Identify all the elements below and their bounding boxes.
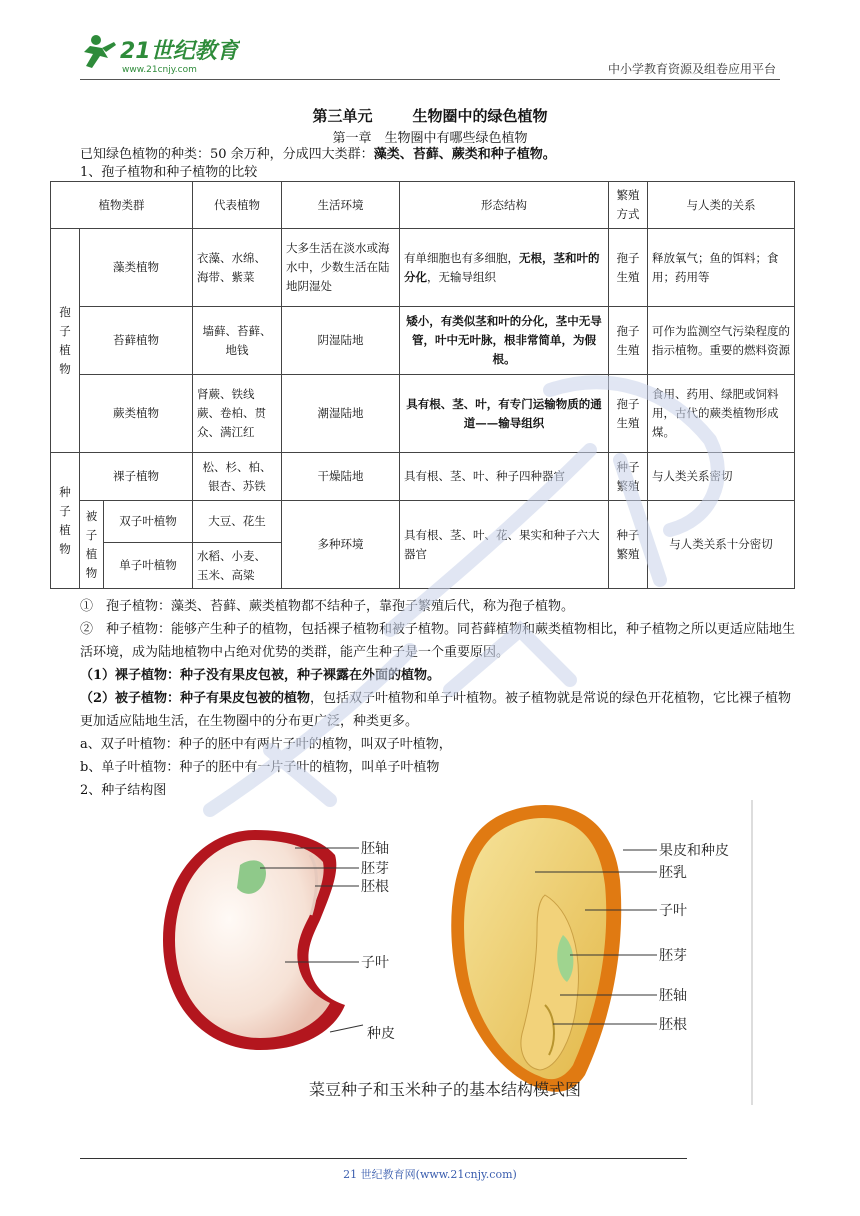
runner-icon <box>84 35 116 68</box>
fern-struct: 具有根、茎、叶，有专门运输物质的通道——输导组织 <box>400 375 609 453</box>
gymno-repro: 种子繁殖 <box>609 453 648 501</box>
footer-divider <box>80 1158 687 1159</box>
seed-structure-figure <box>145 800 760 1105</box>
corn-label-plumule: 胚芽 <box>659 948 687 964</box>
angiosperm-label: 被子植物 <box>80 501 104 589</box>
header-rep: 代表植物 <box>193 182 282 229</box>
unit-subject: 生物圈中的绿色植物 <box>412 107 548 125</box>
section-heading-1: 1、孢子植物和种子植物的比较 <box>80 165 258 180</box>
moss-name: 苔藓植物 <box>80 307 193 375</box>
header-divider <box>80 79 780 80</box>
bean-label-plumule: 胚芽 <box>361 861 389 877</box>
algae-struct-bold: 无根，茎和叶的分化 <box>404 250 600 284</box>
seed-plants-label: 种子植物 <box>51 453 80 589</box>
header-repro: 繁殖方式 <box>609 182 648 229</box>
header-env: 生活环境 <box>282 182 400 229</box>
gymno-rel: 与人类关系密切 <box>648 453 795 501</box>
algae-name: 藻类植物 <box>80 229 193 307</box>
footer-link[interactable]: 21 世纪教育网(www.21cnjy.com) <box>343 1168 517 1181</box>
bean-label-hypocotyl: 胚轴 <box>361 841 389 857</box>
fern-name: 蕨类植物 <box>80 375 193 453</box>
algae-env: 大多生活在淡水或海水中，少数生活在陆地阴湿处 <box>282 229 400 307</box>
bean-seed-illustration <box>163 830 345 1050</box>
angio-rel: 与人类关系十分密切 <box>648 501 795 589</box>
table-row <box>51 375 795 453</box>
bean-label-radicle: 胚根 <box>361 879 389 895</box>
note-dicot: a、双子叶植物：种子的胚中有两片子叶的植物，叫双子叶植物， <box>80 737 452 752</box>
note-angio-bold: （2）被子植物：种子有果皮包被的植物 <box>80 691 311 706</box>
note-gymnosperm: （1）裸子植物：种子没有果皮包被，种子裸露在外面的植物。 <box>80 668 441 683</box>
corn-label-cotyledon: 子叶 <box>659 903 687 919</box>
gymno-rep: 松、杉、柏、银杏、苏铁 <box>193 453 282 501</box>
dicot-name: 双子叶植物 <box>104 501 193 543</box>
unit-number: 第三单元 <box>312 107 373 125</box>
fern-repro: 孢子生殖 <box>609 375 648 453</box>
plant-comparison-table <box>50 181 795 589</box>
note-monocot: b、单子叶植物：种子的胚中有一片子叶的植物，叫单子叶植物 <box>80 760 440 775</box>
gymno-env: 干燥陆地 <box>282 453 400 501</box>
platform-name: 中小学教育资源及组卷应用平台 <box>607 62 776 76</box>
gymno-struct: 具有根、茎、叶、种子四种器官 <box>400 453 609 501</box>
angio-repro: 种子繁殖 <box>609 501 648 589</box>
note-angiosperm <box>80 687 800 733</box>
intro-paragraph <box>80 145 556 164</box>
angio-struct: 具有根、茎、叶、花、果实和种子六大器官 <box>400 501 609 589</box>
header-group: 植物类群 <box>51 182 193 229</box>
figure-caption: 菜豆种子和玉米种子的基本结构模式图 <box>308 1080 582 1099</box>
algae-struct-c: ，无输导组织 <box>427 269 497 284</box>
corn-label-pericarp: 果皮和种皮 <box>659 843 729 859</box>
gymno-name: 裸子植物 <box>80 453 193 501</box>
note-seed: ② 种子植物：能够产生种子的植物，包括裸子植物和被子植物。同苔藓植物和蕨类植物相比，种子植物之所以更适应陆地生活环境，成为陆地植物中占绝对优势的类群，能产生种子是一个重要原因。 <box>80 622 796 660</box>
bean-label-seedcoat: 种皮 <box>367 1026 395 1042</box>
fern-rel: 食用、药用、绿肥或饲料用，古代的蕨类植物形成煤。 <box>648 375 795 453</box>
angio-env: 多种环境 <box>282 501 400 589</box>
corn-label-endosperm: 胚乳 <box>659 865 687 881</box>
table-row <box>51 453 795 501</box>
algae-rep: 衣藻、水绵、海带、紫菜 <box>193 229 282 307</box>
header-struct: 形态结构 <box>400 182 609 229</box>
logo-subtext: www.21cnjy.com <box>122 65 197 75</box>
notes-section <box>80 595 800 802</box>
algae-rel: 释放氧气；鱼的饵料；食用；药用等 <box>648 229 795 307</box>
moss-env: 阴湿陆地 <box>282 307 400 375</box>
monocot-rep: 水稻、小麦、玉米、高粱 <box>193 543 282 589</box>
corn-label-hypocotyl: 胚轴 <box>659 988 687 1004</box>
site-logo <box>80 30 240 76</box>
dicot-rep: 大豆、花生 <box>193 501 282 543</box>
moss-repro: 孢子生殖 <box>609 307 648 375</box>
unit-title <box>0 105 860 126</box>
fern-rep: 肾蕨、铁线蕨、卷柏、贯众、满江红 <box>193 375 282 453</box>
algae-struct-a: 有单细胞也有多细胞， <box>404 250 520 265</box>
corn-seed-illustration <box>451 805 621 1092</box>
table-row <box>51 307 795 375</box>
moss-rel: 可作为监测空气污染程度的指示植物。重要的燃料资源 <box>648 307 795 375</box>
logo-text: 21世纪教育 <box>120 39 239 64</box>
moss-struct: 矮小，有类似茎和叶的分化，茎中无导管，叶中无叶脉，根非常简单，为假根。 <box>400 307 609 375</box>
algae-repro: 孢子生殖 <box>609 229 648 307</box>
header-rel: 与人类的关系 <box>648 182 795 229</box>
intro-prefix: 已知绿色植物的种类：50 余万种，分成四大类群： <box>80 147 374 162</box>
table-row <box>51 501 795 543</box>
moss-rep: 墙藓、苔藓、地钱 <box>193 307 282 375</box>
note-spore: ① 孢子植物：藻类、苔藓、蕨类植物都不结种子，靠孢子繁殖后代，称为孢子植物。 <box>80 599 575 614</box>
table-header-row <box>51 182 795 229</box>
note-angio-rest: ，包括双子叶植物和单子叶植物。被子植物就是常说的绿色开花植物，它比裸子植物更加适应陆地生活，在生物圈中的分布更广泛，种类更多。 <box>80 691 792 729</box>
spore-plants-label: 孢子植物 <box>51 229 80 453</box>
section-heading-2: 2、种子结构图 <box>80 783 167 798</box>
intro-bold: 藻类、苔藓、蕨类和种子植物。 <box>373 147 556 162</box>
corn-label-radicle: 胚根 <box>659 1017 687 1033</box>
bean-label-cotyledon: 子叶 <box>361 955 389 971</box>
table-row <box>51 229 795 307</box>
chapter-title: 第一章 生物圈中有哪些绿色植物 <box>332 131 528 146</box>
algae-struct <box>400 229 609 307</box>
fern-env: 潮湿陆地 <box>282 375 400 453</box>
page-header <box>0 0 860 82</box>
monocot-name: 单子叶植物 <box>104 543 193 589</box>
